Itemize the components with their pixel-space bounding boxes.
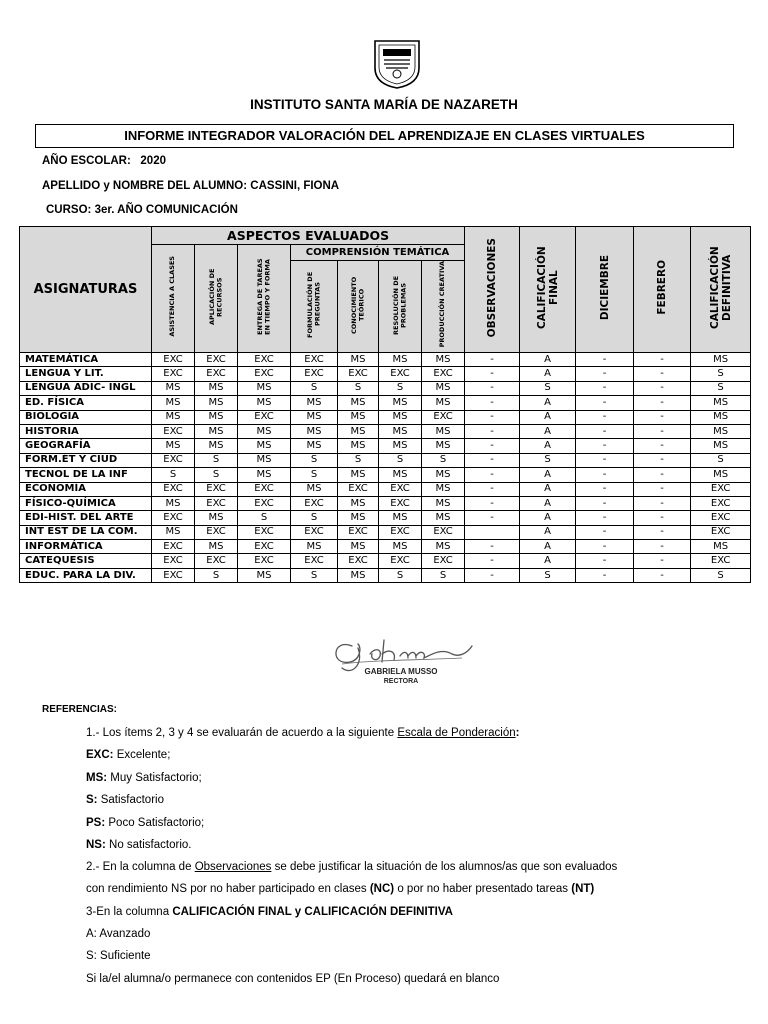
grade-cell: MS: [422, 496, 465, 510]
grade-cell: MS: [152, 525, 195, 539]
grade-cell: EXC: [195, 353, 238, 367]
grade-cell: S: [691, 367, 751, 381]
grade-cell: -: [576, 525, 634, 539]
grade-cell: MS: [291, 396, 338, 410]
grade-cell: -: [465, 554, 520, 568]
grade-cell: EXC: [291, 496, 338, 510]
subject-name: HISTORIA: [20, 424, 152, 438]
grade-cell: MS: [379, 396, 422, 410]
table-row: [20, 468, 751, 482]
grade-cell: -: [465, 439, 520, 453]
grade-cell: EXC: [238, 367, 291, 381]
grade-cell: -: [465, 482, 520, 496]
grade-cell: EXC: [338, 554, 379, 568]
grade-cell: A: [520, 468, 576, 482]
grade-cell: MS: [338, 511, 379, 525]
grade-cell: MS: [691, 410, 751, 424]
grade-cell: -: [576, 396, 634, 410]
grade-cell: -: [634, 381, 691, 395]
grade-cell: MS: [422, 439, 465, 453]
grade-cell: -: [465, 353, 520, 367]
grade-cell: -: [576, 554, 634, 568]
grade-cell: S: [379, 453, 422, 467]
subject-name: CATEQUESIS: [20, 554, 152, 568]
grade-cell: -: [634, 525, 691, 539]
grade-cell: EXC: [152, 554, 195, 568]
grade-cell: MS: [195, 381, 238, 395]
grade-cell: MS: [338, 353, 379, 367]
table-row: [20, 525, 751, 539]
grade-cell: EXC: [238, 554, 291, 568]
avanzado-line: A: Avanzado: [86, 928, 151, 940]
grade-cell: -: [634, 367, 691, 381]
grade-cell: MS: [338, 396, 379, 410]
subject-name: TECNOL DE LA INF: [20, 468, 152, 482]
grade-cell: A: [520, 439, 576, 453]
grade-cell: -: [465, 468, 520, 482]
grade-cell: MS: [379, 468, 422, 482]
grade-cell: -: [634, 468, 691, 482]
grade-cell: -: [576, 453, 634, 467]
grade-cell: -: [634, 554, 691, 568]
grade-cell: -: [465, 540, 520, 554]
grade-cell: MS: [195, 540, 238, 554]
table-row: [20, 353, 751, 367]
grade-cell: S: [291, 468, 338, 482]
grade-cell: MS: [691, 540, 751, 554]
grade-cell: EXC: [238, 525, 291, 539]
grade-cell: -: [576, 482, 634, 496]
grade-cell: -: [634, 511, 691, 525]
grade-cell: -: [576, 353, 634, 367]
grade-cell: MS: [691, 439, 751, 453]
grade-cell: -: [634, 568, 691, 582]
grade-cell: A: [520, 525, 576, 539]
grade-cell: EXC: [291, 353, 338, 367]
grade-cell: MS: [422, 396, 465, 410]
scale-ns: NS: No satisfactorio.: [86, 839, 192, 851]
grade-cell: EXC: [195, 482, 238, 496]
grade-cell: EXC: [291, 554, 338, 568]
grade-cell: A: [520, 353, 576, 367]
grade-cell: S: [338, 453, 379, 467]
grade-cell: EXC: [238, 353, 291, 367]
institution-name: INSTITUTO SANTA MARÍA DE NAZARETH: [250, 97, 518, 112]
grade-cell: MS: [152, 381, 195, 395]
subject-name: INT EST DE LA COM.: [20, 525, 152, 539]
scale-ms: MS: Muy Satisfactorio;: [86, 772, 202, 784]
grade-cell: EXC: [379, 367, 422, 381]
grade-cell: MS: [338, 568, 379, 582]
grade-cell: -: [465, 453, 520, 467]
grade-cell: MS: [338, 540, 379, 554]
grade-cell: MS: [422, 511, 465, 525]
grade-cell: EXC: [152, 453, 195, 467]
grade-cell: -: [465, 410, 520, 424]
grade-cell: MS: [195, 410, 238, 424]
grade-cell: EXC: [691, 496, 751, 510]
grade-cell: EXC: [338, 367, 379, 381]
grade-cell: S: [291, 568, 338, 582]
grade-cell: S: [691, 381, 751, 395]
grade-cell: MS: [195, 396, 238, 410]
conocimiento-header: CONOCIMIENTO TEÓRICO: [338, 261, 379, 353]
grade-cell: -: [576, 424, 634, 438]
grade-cell: EXC: [422, 410, 465, 424]
school-year-value: 2020: [140, 155, 166, 167]
grade-cell: EXC: [152, 568, 195, 582]
grade-cell: MS: [422, 540, 465, 554]
grade-cell: EXC: [379, 482, 422, 496]
grade-cell: MS: [195, 424, 238, 438]
grade-cell: EXC: [195, 496, 238, 510]
calificacion-definitiva-header: CALIFICACIÓN DEFINITIVA: [691, 227, 751, 353]
course-label: CURSO:: [46, 204, 92, 216]
grade-cell: MS: [152, 396, 195, 410]
grade-cell: EXC: [338, 482, 379, 496]
student-name: [42, 180, 339, 192]
grade-cell: MS: [691, 353, 751, 367]
subject-name: EDI-HIST. DEL ARTE: [20, 511, 152, 525]
grade-cell: EXC: [152, 482, 195, 496]
grade-cell: MS: [422, 468, 465, 482]
table-row: [20, 381, 751, 395]
grade-cell: MS: [379, 410, 422, 424]
grade-cell: EXC: [379, 525, 422, 539]
student-value: CASSINI, FIONA: [250, 180, 340, 192]
grade-cell: EXC: [195, 554, 238, 568]
grade-cell: S: [691, 568, 751, 582]
reference-item-2: 2.- En la columna de Observaciones se debe justificar la situación de los alumnos/as que son evaluados: [86, 861, 618, 873]
grade-cell: -: [634, 482, 691, 496]
grade-cell: S: [238, 511, 291, 525]
course-value: 3er. AÑO COMUNICACIÓN: [94, 204, 238, 216]
subject-name: BIOLOGÍA: [20, 410, 152, 424]
formulacion-header: FORMULACIÓN DE PREGUNTAS: [291, 261, 338, 353]
grade-cell: -: [576, 496, 634, 510]
grade-cell: -: [465, 381, 520, 395]
grade-cell: MS: [338, 439, 379, 453]
grade-cell: MS: [379, 439, 422, 453]
grade-cell: MS: [338, 410, 379, 424]
grade-cell: EXC: [691, 525, 751, 539]
grade-cell: S: [422, 453, 465, 467]
grade-cell: EXC: [238, 482, 291, 496]
grade-cell: -: [576, 367, 634, 381]
grade-cell: MS: [291, 410, 338, 424]
grade-cell: -: [576, 468, 634, 482]
grade-cell: EXC: [152, 540, 195, 554]
reference-item-2-cont: con rendimiento NS por no haber participado en clases (NC) o por no haber presentado tareas (NT): [86, 883, 595, 895]
table-row: [20, 482, 751, 496]
subject-name: INFORMÁTICA: [20, 540, 152, 554]
grade-cell: -: [465, 568, 520, 582]
subject-name: LENGUA Y LIT.: [20, 367, 152, 381]
grade-cell: MS: [422, 482, 465, 496]
grade-cell: MS: [691, 468, 751, 482]
grade-cell: S: [195, 453, 238, 467]
grade-cell: EXC: [338, 525, 379, 539]
grade-cell: MS: [379, 540, 422, 554]
grade-rows: [20, 353, 751, 583]
observaciones-header: OBSERVACIONES: [465, 227, 520, 353]
grade-cell: EXC: [238, 540, 291, 554]
grade-cell: MS: [422, 353, 465, 367]
grade-cell: EXC: [291, 525, 338, 539]
grade-cell: -: [634, 496, 691, 510]
signature-name: GABRIELA MUSSO: [364, 667, 438, 676]
grade-cell: MS: [238, 396, 291, 410]
grade-cell: S: [422, 568, 465, 582]
subject-name: ED. FÍSICA: [20, 396, 152, 410]
subject-name: GEOGRAFÍA: [20, 439, 152, 453]
diciembre-header: DICIEMBRE: [576, 227, 634, 353]
grade-cell: -: [634, 353, 691, 367]
grade-cell: -: [634, 453, 691, 467]
subject-name: ECONOMÍA: [20, 482, 152, 496]
grade-cell: -: [576, 381, 634, 395]
grade-cell: MS: [422, 381, 465, 395]
grade-cell: MS: [691, 424, 751, 438]
subject-name: LENGUA ADIC- INGL: [20, 381, 152, 395]
calificacion-final-header: CALIFICACIÓN FINAL: [520, 227, 576, 353]
subjects-header: ASIGNATURAS: [20, 227, 152, 353]
grade-cell: EXC: [379, 554, 422, 568]
grade-cell: MS: [238, 453, 291, 467]
table-row: [20, 511, 751, 525]
school-year-label: AÑO ESCOLAR:: [42, 155, 131, 167]
grade-cell: EXC: [152, 424, 195, 438]
report-title: INFORME INTEGRADOR VALORACIÓN DEL APRENDIZAJE EN CLASES VIRTUALES: [35, 124, 734, 148]
grade-cell: -: [576, 439, 634, 453]
grade-cell: MS: [195, 511, 238, 525]
grade-cell: S: [195, 568, 238, 582]
course: [46, 204, 238, 216]
asistencia-header: ASISTENCIA A CLASES: [152, 245, 195, 353]
grade-cell: EXC: [195, 525, 238, 539]
table-row: [20, 453, 751, 467]
grade-cell: EXC: [422, 525, 465, 539]
references-title: REFERENCIAS:: [42, 704, 118, 715]
grade-cell: MS: [238, 424, 291, 438]
grade-cell: MS: [379, 424, 422, 438]
grade-cell: EXC: [422, 554, 465, 568]
subject-name: FORM.ÉT Y CIUD: [20, 453, 152, 467]
grade-cell: S: [291, 381, 338, 395]
grade-cell: MS: [291, 424, 338, 438]
grade-cell: A: [520, 482, 576, 496]
grade-cell: -: [634, 410, 691, 424]
table-row: [20, 554, 751, 568]
grade-cell: A: [520, 396, 576, 410]
grade-cell: MS: [379, 511, 422, 525]
grade-cell: S: [520, 568, 576, 582]
grade-cell: A: [520, 424, 576, 438]
grade-cell: -: [465, 496, 520, 510]
grade-cell: MS: [379, 353, 422, 367]
grade-cell: EXC: [152, 353, 195, 367]
student-label: APELLIDO y NOMBRE DEL ALUMNO:: [42, 180, 248, 192]
grade-cell: EXC: [291, 367, 338, 381]
grade-cell: A: [520, 540, 576, 554]
grade-cell: -: [576, 540, 634, 554]
grade-cell: -: [576, 568, 634, 582]
aplicacion-header: APLICACIÓN DE RECURSOS: [195, 245, 238, 353]
grade-cell: MS: [338, 496, 379, 510]
table-row: [20, 396, 751, 410]
grade-cell: EXC: [152, 367, 195, 381]
grade-cell: EXC: [238, 410, 291, 424]
school-crest-logo: [372, 38, 422, 90]
reference-item-3: 3-En la columna CALIFICACIÓN FINAL y CALIFICACIÓN DEFINITIVA: [86, 906, 453, 918]
grade-cell: -: [465, 396, 520, 410]
resolucion-header: RESOLUCIÓN DE PROBLEMAS: [379, 261, 422, 353]
grades-table: [19, 226, 751, 583]
observaciones-link: Observaciones: [194, 861, 272, 873]
grade-cell: EXC: [152, 511, 195, 525]
table-row: [20, 496, 751, 510]
grade-cell: -: [465, 511, 520, 525]
grade-cell: S: [520, 381, 576, 395]
grade-cell: A: [520, 410, 576, 424]
subject-name: EDUC. PARA LA DIV.: [20, 568, 152, 582]
produccion-header: PRODUCCIÓN CREATIVA: [422, 261, 465, 353]
grade-cell: MS: [291, 482, 338, 496]
grade-cell: S: [379, 568, 422, 582]
grade-cell: -: [465, 424, 520, 438]
grade-cell: MS: [238, 439, 291, 453]
table-row: [20, 424, 751, 438]
grade-cell: S: [152, 468, 195, 482]
grade-cell: MS: [195, 439, 238, 453]
grade-cell: S: [291, 453, 338, 467]
en-proceso-line: Si la/el alumna/o permanece con contenidos EP (En Proceso) quedará en blanco: [86, 973, 500, 985]
grade-cell: A: [520, 496, 576, 510]
grade-cell: -: [634, 396, 691, 410]
grade-cell: A: [520, 367, 576, 381]
grade-cell: -: [465, 367, 520, 381]
suficiente-line: S: Suficiente: [86, 950, 151, 962]
grade-cell: A: [520, 554, 576, 568]
grade-cell: -: [576, 410, 634, 424]
grade-cell: MS: [152, 439, 195, 453]
table-row: [20, 410, 751, 424]
grade-cell: EXC: [238, 496, 291, 510]
grade-cell: EXC: [195, 367, 238, 381]
table-row: [20, 568, 751, 582]
subject-name: MATEMÁTICA: [20, 353, 152, 367]
grade-cell: MS: [291, 439, 338, 453]
grade-cell: S: [691, 453, 751, 467]
subject-name: FÍSICO-QUÍMICA: [20, 496, 152, 510]
grade-cell: S: [520, 453, 576, 467]
grade-cell: MS: [422, 424, 465, 438]
grade-cell: -: [634, 540, 691, 554]
grade-cell: MS: [238, 381, 291, 395]
grade-cell: A: [520, 511, 576, 525]
grade-cell: -: [634, 439, 691, 453]
grade-cell: S: [338, 381, 379, 395]
grade-cell: EXC: [379, 496, 422, 510]
table-row: [20, 439, 751, 453]
scale-ps: PS: Poco Satisfactorio;: [86, 817, 205, 829]
grade-cell: MS: [238, 468, 291, 482]
grade-cell: EXC: [422, 367, 465, 381]
rector-signature: [312, 618, 482, 690]
grade-cell: MS: [691, 396, 751, 410]
grade-cell: MS: [338, 424, 379, 438]
grade-cell: -: [634, 424, 691, 438]
grade-cell: [465, 525, 520, 539]
grade-cell: S: [195, 468, 238, 482]
grade-cell: EXC: [691, 554, 751, 568]
grade-cell: S: [291, 511, 338, 525]
aspects-header: ASPECTOS EVALUADOS: [152, 227, 465, 245]
entrega-header: ENTREGA DE TAREAS EN TIEMPO Y FORMA: [238, 245, 291, 353]
escala-ponderacion: Escala de Ponderación: [397, 727, 516, 739]
febrero-header: FEBRERO: [634, 227, 691, 353]
table-row: [20, 540, 751, 554]
school-year: [42, 155, 166, 167]
grade-cell: MS: [152, 496, 195, 510]
scale-exc: EXC: Excelente;: [86, 749, 171, 761]
reference-item-1: 1.- Los ítems 2, 3 y 4 se evaluarán de acuerdo a la siguiente Escala de Ponderación:: [86, 727, 520, 739]
grade-cell: MS: [291, 540, 338, 554]
grade-cell: -: [576, 511, 634, 525]
grade-cell: EXC: [691, 511, 751, 525]
scale-s: S: Satisfactorio: [86, 794, 164, 806]
signature-role: RECTORA: [383, 678, 419, 685]
grade-cell: S: [379, 381, 422, 395]
grade-cell: EXC: [691, 482, 751, 496]
comprension-header: COMPRENSIÓN TEMÁTICA: [291, 245, 465, 261]
grade-cell: MS: [152, 410, 195, 424]
grade-cell: MS: [338, 468, 379, 482]
grade-cell: MS: [238, 568, 291, 582]
table-row: [20, 367, 751, 381]
